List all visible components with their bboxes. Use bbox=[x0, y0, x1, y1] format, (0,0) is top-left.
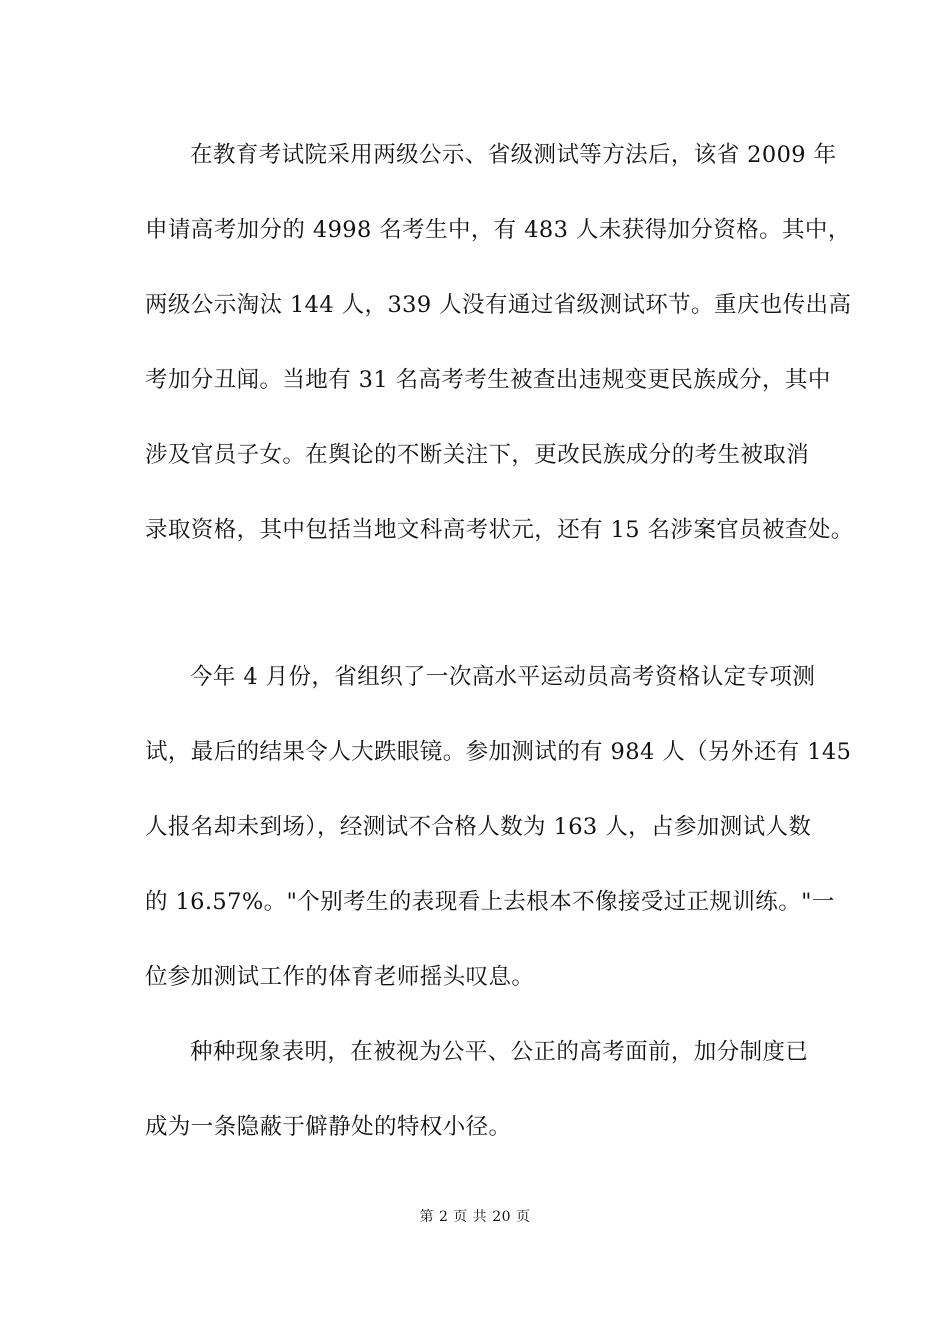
paragraph-2-line-2: 试，最后的结果令人大跌眼镜。参加测试的有 984 人（另外还有 145 bbox=[145, 739, 852, 765]
paragraph-1-line-1: 在教育考试院采用两级公示、省级测试等方法后，该省 2009 年 bbox=[190, 142, 837, 168]
paragraph-2-line-4: 的 16.57%。"个别考生的表现看上去根本不像接受过正规训练。"一 bbox=[145, 889, 835, 915]
paragraph-1-line-5: 涉及官员子女。在舆论的不断关注下，更改民族成分的考生被取消 bbox=[145, 442, 810, 468]
paragraph-2-line-3: 人报名却未到场），经测试不合格人数为 163 人，占参加测试人数 bbox=[145, 814, 812, 840]
page-number-footer: 第 2 页 共 20 页 bbox=[419, 1209, 531, 1225]
paragraph-1-line-3: 两级公示淘汰 144 人，339 人没有通过省级测试环节。重庆也传出高 bbox=[145, 292, 852, 318]
paragraph-2-line-5: 位参加测试工作的体育老师摇头叹息。 bbox=[145, 964, 535, 990]
paragraph-3-line-2: 成为一条隐蔽于僻静处的特权小径。 bbox=[145, 1114, 512, 1140]
paragraph-2-line-1: 今年 4 月份，省组织了一次高水平运动员高考资格认定专项测 bbox=[190, 664, 816, 690]
paragraph-1-line-4: 考加分丑闻。当地有 31 名高考考生被查出违规变更民族成分，其中 bbox=[145, 367, 831, 393]
paragraph-1-line-2: 申请高考加分的 4998 名考生中，有 483 人未获得加分资格。其中， bbox=[145, 217, 851, 243]
paragraph-1-line-6: 录取资格，其中包括当地文科高考状元，还有 15 名涉案官员被查处。 bbox=[145, 517, 854, 543]
paragraph-3-line-1: 种种现象表明，在被视为公平、公正的高考面前，加分制度已 bbox=[190, 1039, 809, 1065]
